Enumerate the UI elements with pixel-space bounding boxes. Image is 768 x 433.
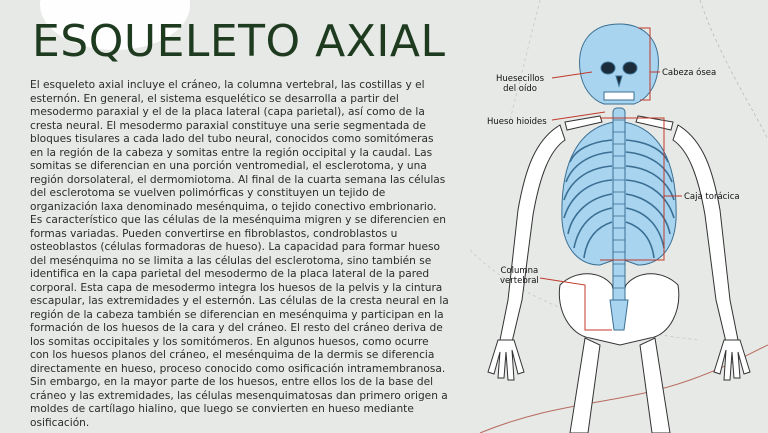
label-skull: Cabeza ósea	[662, 68, 717, 78]
label-hyoid-bone: Hueso hioides	[487, 117, 547, 127]
body-paragraph: El esqueleto axial incluye el cráneo, la columna vertebral, las costillas y el esternón. En general, el sistema esquelético se desarrolla a partir del mesodermo paraxial y el de la placa lateral (capa parietal), así como de la cresta neural. El mesodermo paraxial constituye una serie segmentada de bloques tisulares a cada lado del tubo neural, conocidos como somitómeras en la región de la cabeza y somitas entre la región occipital y la caudal. Las somitas se diferencian en una porción ventromedial, el esclerotoma, y una región dorsolateral, el dermomiotoma. Al final de la cuarta semana las células del esclerotoma se vuelven polimórficas y constituyen un tejido de organización laxa denominado mesénquima, o tejido conectivo embrionario. Es característico que las células de la mesénquima migren y se diferencien en formas variadas. Pueden convertirse en fibroblastos, condroblastos u osteoblastos (células formadoras de hueso). La capacidad para formar hueso del mesénquima no se limita a las células del esclerotoma, sino también se identifica en la capa parietal del mesodermo de la placa lateral de la pared corporal. Esta capa de mesodermo integra los huesos de la pelvis y la cintura escapular, las extremidades y el esternón. Las células de la cresta neural en la región de la cabeza también se diferencian en mesénquima y participan en la formación de los huesos de la cara y del cráneo. El resto del cráneo deriva de los somitas occipitales y los somitómeros. En algunos huesos, como ocurre con los huesos planos del cráneo, el mesénquima de la dermis se diferencia directamente en hueso, proceso conocido como osificación intramembranosa. Sin embargo, en la mayor parte de los huesos, entre ellos los de la base del cráneo y las extremidades, las células mesenquimatosas dan primero origen a moldes de cartílago hialino, que luego se convierten en hueso mediante osificación.	[30, 79, 449, 429]
label-spine: Columna vertebral	[500, 266, 539, 286]
skeleton-figure	[480, 16, 768, 433]
page-title: ESQUELETO AXIAL	[32, 16, 446, 67]
label-ribcage: Caja torácica	[684, 192, 740, 202]
label-ear-bones: Huesecillos del oído	[496, 74, 545, 94]
